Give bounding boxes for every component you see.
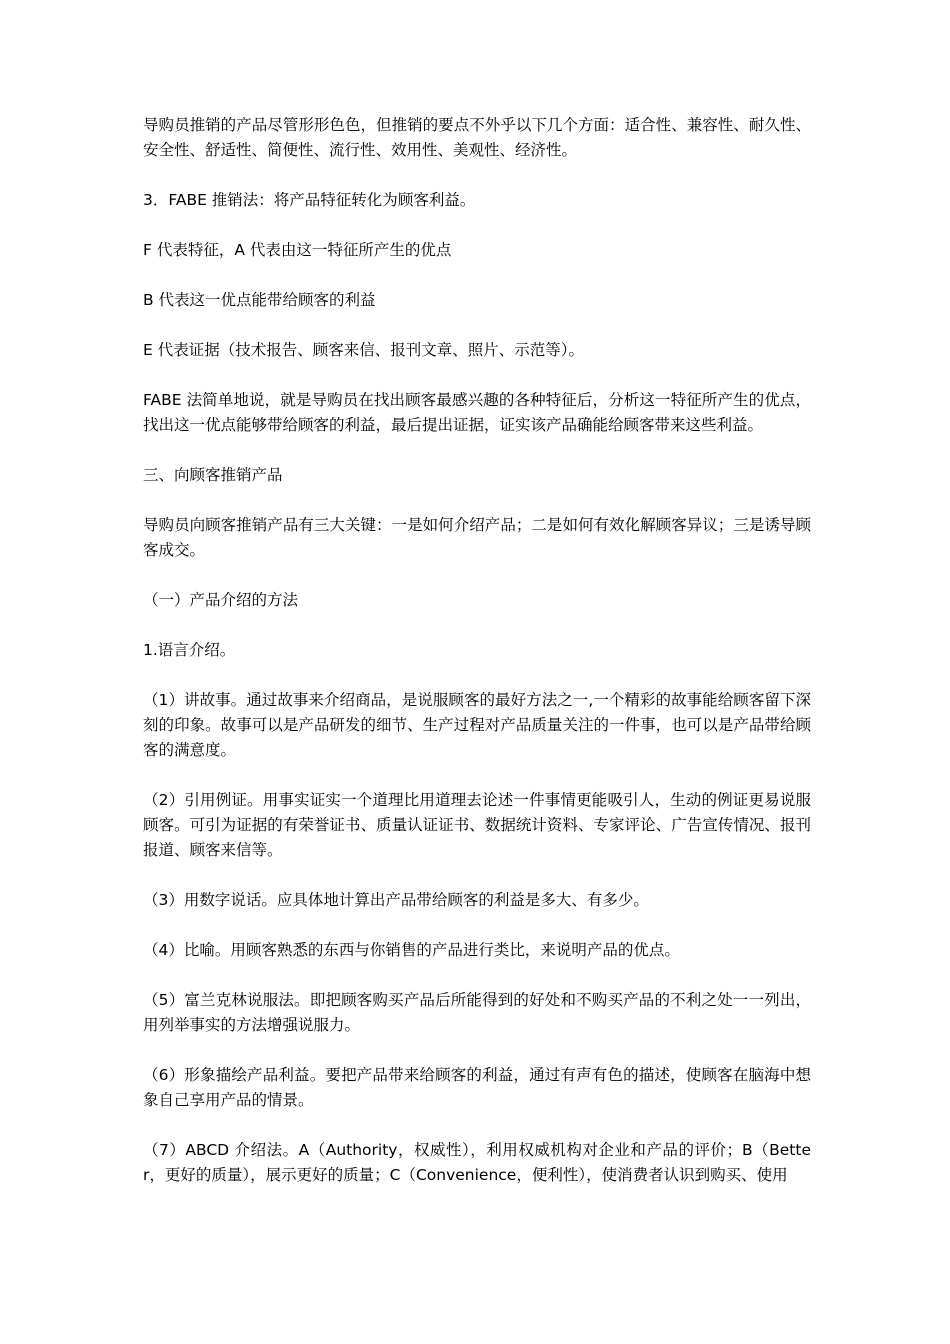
paragraph-fabe-summary: FABE 法简单地说，就是导购员在找出顾客最感兴趣的各种特征后，分析这一特征所产生的优点，找出这一优点能够带给顾客的利益，最后提出证据，证实该产品确能给顾客带来这些利益。	[143, 391, 811, 434]
item-language-intro: 1.语言介绍。	[143, 641, 236, 659]
item-franklin: （5）富兰克林说服法。即把顾客购买产品后所能得到的好处和不购买产品的不利之处一一列出，用列举事实的方法增强说服力。	[143, 991, 811, 1034]
item-vivid-description: （6）形象描绘产品利益。要把产品带来给顾客的利益，通过有声有色的描述，使顾客在脑海中想象自己享用产品的情景。	[143, 1066, 811, 1109]
paragraph-fabe-heading: 3．FABE 推销法：将产品特征转化为顾客利益。	[143, 191, 476, 209]
paragraph-fabe-f-a: F 代表特征，A 代表由这一特征所产生的优点	[143, 241, 452, 259]
item-storytelling: （1）讲故事。通过故事来介绍商品，是说服顾客的最好方法之一,一个精彩的故事能给顾客留下深刻的印象。故事可以是产品研发的细节、生产过程对产品质量关注的一件事，也可以是产品带给顾客的满意度。	[143, 691, 811, 759]
paragraph-three-keys: 导购员向顾客推销产品有三大关键：一是如何介绍产品；二是如何有效化解顾客异议；三是诱导顾客成交。	[143, 516, 811, 559]
paragraph-fabe-b: B 代表这一优点能带给顾客的利益	[143, 291, 376, 309]
item-metaphor: （4）比喻。用顾客熟悉的东西与你销售的产品进行类比，来说明产品的优点。	[143, 941, 680, 959]
item-examples: （2）引用例证。用事实证实一个道理比用道理去论述一件事情更能吸引人，生动的例证更易说服顾客。可引为证据的有荣誉证书、质量认证证书、数据统计资料、专家评论、广告宣传情况、报刊报道、顾客来信等。	[143, 791, 811, 859]
document-body	[143, 113, 811, 1213]
paragraph-fabe-e: E 代表证据（技术报告、顾客来信、报刊文章、照片、示范等）。	[143, 341, 584, 359]
item-abcd: （7）ABCD 介绍法。A（Authority，权威性），利用权威机构对企业和产品的评价；B（Better，更好的质量），展示更好的质量；C（Convenience，便利性），使消费者认识到购买、使用	[143, 1141, 811, 1184]
paragraph-selling-points: 导购员推销的产品尽管形形色色，但推销的要点不外乎以下几个方面：适合性、兼容性、耐久性、安全性、舒适性、简便性、流行性、效用性、美观性、经济性。	[143, 116, 811, 159]
item-numbers: （3）用数字说话。应具体地计算出产品带给顾客的利益是多大、有多少。	[143, 891, 649, 909]
section-heading-recommend: 三、向顾客推销产品	[143, 466, 283, 484]
subsection-heading-methods: （一）产品介绍的方法	[143, 591, 299, 609]
